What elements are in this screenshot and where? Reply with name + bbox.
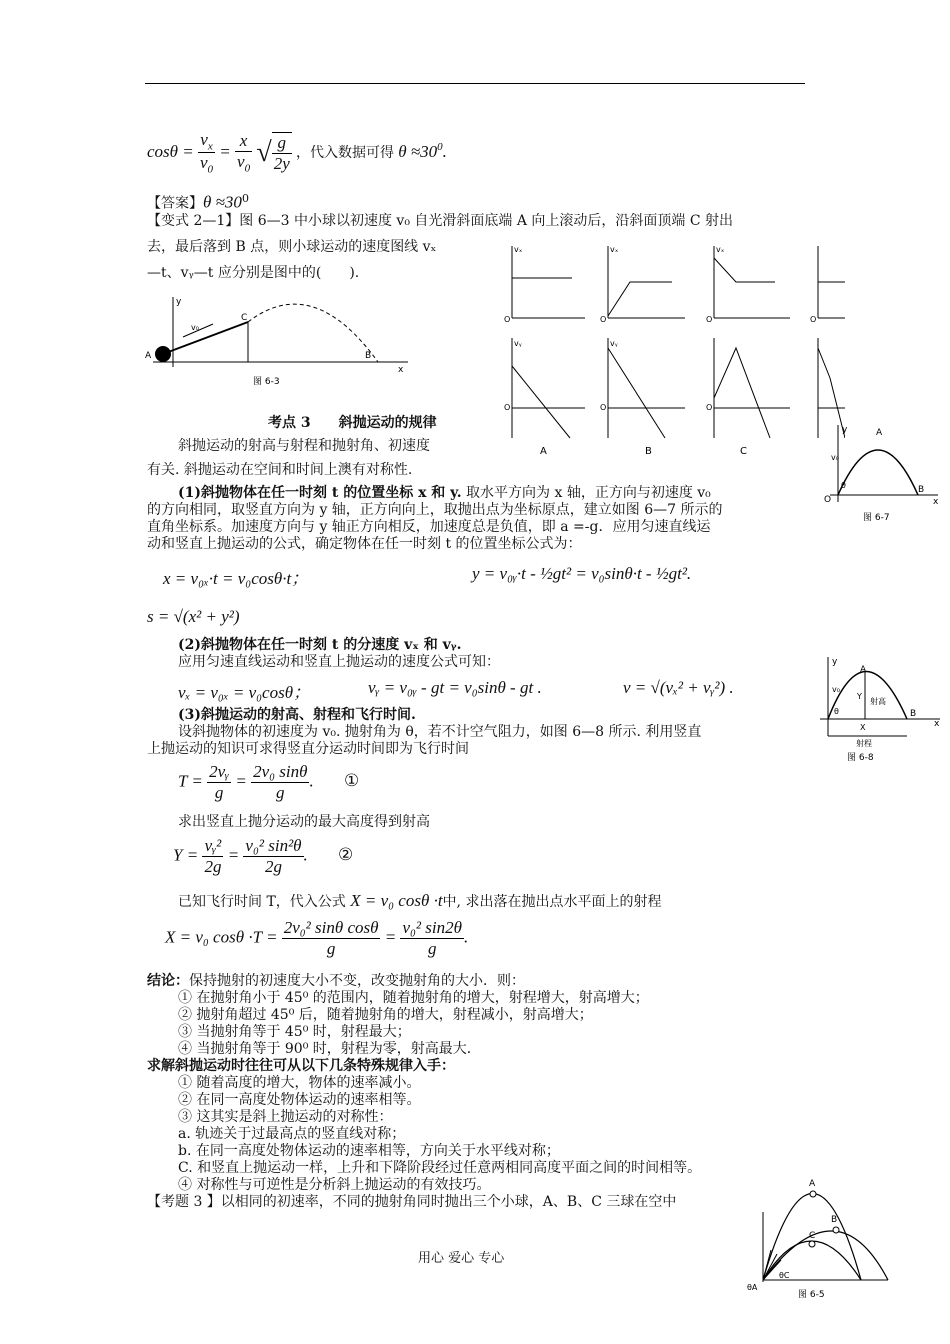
- figure-6-3: [143, 292, 413, 392]
- svg-text:v₀: v₀: [191, 323, 199, 332]
- exam-question: 【考题 3 】以相同的初速率，不同的抛射角同时抛出三个小球，A、B、C 三球在空中: [147, 1194, 677, 1210]
- svg-text:O: O: [504, 315, 511, 324]
- figure-6-7: [818, 420, 945, 525]
- svg-text:vᵧ: vᵧ: [514, 339, 522, 348]
- svg-text:O: O: [824, 495, 832, 505]
- header-rule: [145, 83, 805, 84]
- part3-line-1: 设斜抛物体的初速度为 v₀. 抛射角为 θ，若不计空气阻力，如图 6—8 所示. 利用竖直: [178, 724, 702, 740]
- part2-title: (2)斜抛物体在任一时刻 t 的分速度 vₓ 和 vᵧ.: [178, 637, 462, 653]
- part1-line: (1)斜抛物体在任一时刻 t 的位置坐标 x 和 y. 取水平方向为 x 轴，正方向与初速度 v₀: [178, 485, 711, 501]
- part1-line-a: 的方向相同，取竖直方向为 y 轴，正方向向上，取抛出点为坐标原点，建立如图 6—7 所示的: [147, 502, 723, 518]
- svg-text:射程: 射程: [856, 739, 872, 748]
- svg-text:A: A: [860, 665, 867, 675]
- graph-a-vx: [504, 245, 585, 324]
- eq-Y: Y = $\frac{\text{vᵧ²}}{2g}$ = $\frac{\text{v₀² sin²θ}}{2g}$ . ②: [173, 836, 354, 876]
- svg-text:B: B: [831, 1215, 838, 1225]
- eq-v: v = √(vₓ² + vᵧ²) .: [623, 678, 734, 697]
- svg-text:C: C: [740, 446, 747, 457]
- svg-text:图 6-3: 图 6-3: [253, 377, 280, 387]
- eq-s: s = √(x² + y²): [147, 607, 240, 626]
- conclusion-line: 结论：保持抛射的初速度大小不变，改变抛射角的大小．则：: [147, 973, 525, 989]
- svg-text:B: B: [918, 485, 925, 495]
- variant-line-2: 去，最后落到 B 点，则小球运动的速度图线 vₓ: [147, 239, 437, 255]
- conclusion-item-3: ③ 当抛射角等于 45⁰ 时，射程最大；: [178, 1024, 411, 1040]
- part3-line-2: 上抛运动的知识可求得竖直分运动时间即为飞行时间: [147, 741, 469, 757]
- rule-item-a: a. 轨迹关于过最高点的竖直线对称；: [178, 1126, 406, 1142]
- svg-text:vᵧ: vᵧ: [610, 339, 618, 348]
- svg-text:A: A: [876, 428, 883, 438]
- conclusion-item-1: ① 在抛射角小于 45⁰ 的范围内，随着抛射角的增大，射程增大，射高增大；: [178, 990, 649, 1006]
- variant-line-3: —t、vᵧ—t 应分别是图中的( ).: [147, 265, 360, 281]
- eq-y: y = v₀ᵧ·t - ½gt² = v₀sinθ·t - ½gt².: [472, 564, 692, 583]
- svg-text:x: x: [934, 719, 940, 729]
- svg-text:x: x: [933, 497, 939, 507]
- svg-text:θC: θC: [779, 1271, 790, 1280]
- svg-text:O: O: [600, 315, 607, 324]
- eq-vy: vᵧ = v₀ᵧ - gt = v₀sinθ - gt .: [368, 678, 542, 697]
- svg-text:θ: θ: [834, 707, 839, 716]
- text-Y: 求出竖直上抛分运动的最大高度得到射高: [178, 814, 430, 830]
- graph-a-vy: [504, 338, 585, 457]
- svg-text:vₓ: vₓ: [610, 245, 619, 254]
- graph-b-vx: [600, 245, 685, 324]
- part1-line-c: 动和竖直上抛运动的公式，确定物体在任一时刻 t 的位置坐标公式为：: [147, 536, 582, 552]
- intro-line-1: 斜抛运动的射高与射程和抛射角、初速度: [178, 438, 430, 454]
- svg-text:C: C: [241, 313, 248, 323]
- svg-text:x: x: [398, 365, 404, 375]
- rule-item-4: ④ 对称性与可逆性是分析斜上抛运动的有效技巧。: [178, 1177, 491, 1193]
- graph-c-vx: [706, 245, 790, 324]
- svg-text:y: y: [176, 297, 182, 307]
- text-X: 已知飞行时间 T，代入公式 X = v₀ cosθ ·t中, 求出落在抛出点水平面上的射程: [178, 891, 662, 910]
- velocity-graphs: [500, 238, 845, 460]
- eq-X: X = v₀ cosθ ·T = $\frac{\text{2v₀² sinθ cosθ}}{g}$ = $\frac{\text{v₀² sin2θ}}{g}$ .: [165, 918, 469, 958]
- figure-6-5: [743, 1172, 895, 1307]
- svg-text:y: y: [832, 657, 838, 667]
- intro-line-2: 有关. 斜抛运动在空间和时间上澳有对称性.: [147, 462, 413, 478]
- svg-text:O: O: [706, 403, 713, 412]
- part1-line-b: 直角坐标系。加速度方向与 y 轴正方向相反，加速度总是负值，即 a =-g．应用匀速直线运: [147, 519, 711, 535]
- eq-x: x = v₀ₓ·t = v₀cosθ·t；: [163, 569, 309, 588]
- svg-text:θ: θ: [841, 481, 846, 490]
- svg-text:θA: θA: [747, 1283, 758, 1292]
- figure-6-8: [812, 654, 944, 766]
- rule-item-b: b. 在同一高度处物体运动的速率相等，方向关于水平线对称；: [178, 1143, 560, 1159]
- svg-text:图 6-7: 图 6-7: [863, 513, 890, 523]
- svg-text:Y: Y: [857, 692, 862, 701]
- svg-text:B: B: [645, 446, 652, 457]
- graph-d-vx: [810, 246, 845, 324]
- rule-item-3: ③ 这其实是斜上抛运动的对称性：: [178, 1109, 393, 1125]
- graph-b-vy: [600, 338, 685, 457]
- variant-line-1: 【变式 2—1】图 6—3 中小球以初速度 v₀ 自光滑斜面底端 A 向上滚动后，沿斜面顶端 C 射出: [147, 213, 734, 229]
- svg-text:A: A: [145, 351, 152, 361]
- svg-text:A: A: [540, 446, 547, 457]
- svg-text:图 6-5: 图 6-5: [798, 1290, 825, 1300]
- svg-text:射高: 射高: [870, 697, 886, 706]
- eq-vx: vₓ = v₀ₓ = v₀cosθ；: [178, 683, 311, 702]
- svg-text:O: O: [600, 403, 607, 412]
- part2-text: 应用匀速直线运动和竖直上抛运动的速度公式可知：: [178, 654, 500, 670]
- page-footer: 用心 爱心 专心: [418, 1251, 505, 1266]
- svg-text:A: A: [809, 1179, 816, 1189]
- svg-text:vₓ: vₓ: [514, 245, 523, 254]
- answer-line: 【答案】$\theta \approx 30^0$: [147, 192, 249, 212]
- svg-text:X: X: [860, 723, 866, 732]
- conclusion-item-2: ② 抛射角超过 45⁰ 后，随着抛射角的增大，射程减小，射高增大；: [178, 1007, 593, 1023]
- svg-text:B: B: [365, 351, 372, 361]
- rule-item-2: ② 在同一高度处物体运动的速率相等。: [178, 1092, 421, 1108]
- rules-title: 求解斜抛运动时往往可从以下几条特殊规律入手：: [147, 1058, 455, 1074]
- rule-item-c: C. 和竖直上抛运动一样，上升和下降阶段经过任意两相同高度平面之间的时间相等。: [178, 1160, 702, 1176]
- eq-T: T = $\frac{\text{2vᵧ}}{g}$ = $\frac{\text{2v₀ sinθ}}{g}$ . ①: [178, 762, 360, 802]
- svg-text:O: O: [504, 403, 511, 412]
- svg-text:B: B: [910, 709, 917, 719]
- svg-text:C: C: [809, 1231, 816, 1241]
- svg-text:图 6-8: 图 6-8: [847, 753, 874, 763]
- graph-c-vy: [706, 338, 790, 457]
- svg-text:v₀: v₀: [831, 453, 839, 462]
- svg-text:O: O: [810, 315, 817, 324]
- svg-text:O: O: [706, 315, 713, 324]
- svg-text:vₓ: vₓ: [716, 245, 725, 254]
- rule-item-1: ① 随着高度的增大，物体的速率减小。: [178, 1075, 421, 1091]
- conclusion-item-4: ④ 当抛射角等于 90⁰ 时，射程为零，射高最大．: [178, 1041, 481, 1057]
- cos-formula: cosθ = $\frac{v_x}{v_0}$ = $\frac{x}{v_0}$ √ $\frac{g}{2y}$ ，代入数据可得 $\theta \approx 30^0$.: [147, 130, 447, 176]
- section-title: 考点 3 斜抛运动的规律: [268, 415, 437, 431]
- part3-title: (3)斜抛运动的射高、射程和飞行时间.: [178, 707, 416, 723]
- svg-text:v₀: v₀: [832, 685, 840, 694]
- svg-text:y: y: [842, 425, 848, 435]
